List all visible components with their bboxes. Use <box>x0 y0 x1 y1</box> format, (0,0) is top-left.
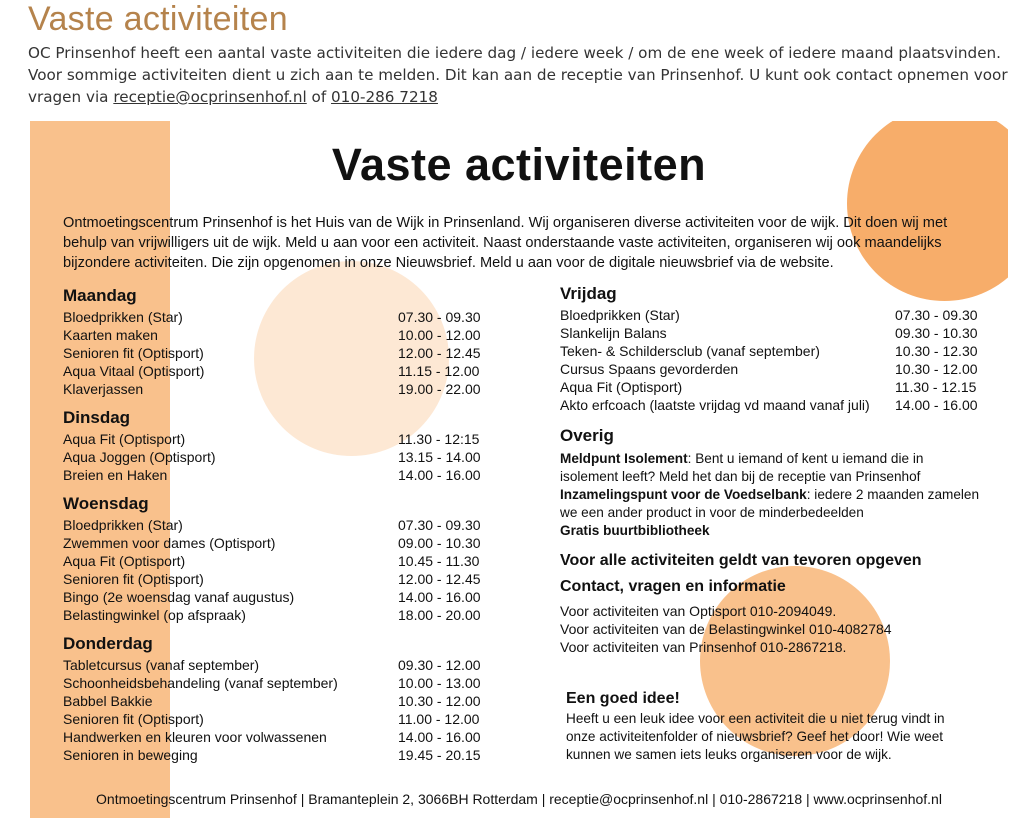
activity-time: 10.30 - 12.30 <box>895 343 978 359</box>
bibliotheek-label: Gratis buurtbibliotheek <box>560 523 710 538</box>
activity-time: 09.00 - 10.30 <box>398 535 481 551</box>
activity-row <box>63 326 483 344</box>
activity-row <box>63 362 483 380</box>
page-title: Vaste activiteiten <box>28 0 288 38</box>
activity-label: Aqua Fit (Optisport) <box>63 431 186 447</box>
activity-row <box>63 448 483 466</box>
activity-time: 19.00 - 22.00 <box>398 381 481 397</box>
activity-row <box>63 430 483 448</box>
activities-flyer-image <box>30 121 1008 818</box>
opgeven-notice: Voor alle activiteiten geldt van tevoren opgeven <box>560 552 922 569</box>
activity-label: Bloedprikken (Star) <box>63 309 183 325</box>
activity-label: Schoonheidsbehandeling (vanaf september) <box>63 675 338 691</box>
activity-row <box>63 516 483 534</box>
flyer-intro: Ontmoetingscentrum Prinsenhof is het Huis van de Wijk in Prinsenland. Wij organiseren diverse activiteiten voor de wijk. Dit doen wij met behulp van vrijwilligers uit de wijk. Meld u aan voor een activiteit. Naast onderstaande vaste activiteiten, organiseren wij ook maandelijks bijzondere activiteiten. Die zijn opgenomen in onze Nieuwsbrief. Meld u aan voor de digitale nieuwsbrief via de website. <box>63 215 948 271</box>
activity-row <box>63 344 483 362</box>
activity-label: Aqua Fit (Optisport) <box>560 379 683 395</box>
activity-row <box>63 710 483 728</box>
day-heading-woensdag: Woensdag <box>63 494 149 513</box>
activity-row <box>63 552 483 570</box>
activity-time: 11.15 - 12.00 <box>398 363 480 379</box>
activity-label: Akto erfcoach (laatste vrijdag vd maand vanaf juli) <box>560 397 870 413</box>
activity-row <box>63 570 483 588</box>
voedselbank-label: Inzamelingspunt voor de Voedselbank <box>560 487 807 502</box>
idea-section <box>566 690 976 764</box>
activity-row <box>63 534 483 552</box>
phone-link[interactable]: 010-286 7218 <box>331 88 438 106</box>
intro-text <box>28 42 1008 108</box>
activity-label: Zwemmen voor dames (Optisport) <box>63 535 276 551</box>
activity-row <box>63 380 483 398</box>
activity-time: 07.30 - 09.30 <box>398 309 481 325</box>
activity-time: 14.00 - 16.00 <box>398 729 481 745</box>
activity-time: 19.45 - 20.15 <box>398 747 481 763</box>
meldpunt-text: : Bent u iemand of kent u iemand die in isolement leeft? Meld het dan bij de receptie van Prinsenhof <box>560 451 924 484</box>
intro-line-1: OC Prinsenhof heeft een aantal vaste activiteiten die iedere dag / iedere week / om de ene week of iedere maand plaatsvinden. <box>28 44 1001 62</box>
activity-label: Klaverjassen <box>63 381 144 397</box>
activity-label: Handwerken en kleuren voor volwassenen <box>63 729 327 745</box>
activity-row <box>63 746 483 764</box>
activity-row <box>560 306 980 324</box>
activity-time: 11.30 - 12.15 <box>895 379 977 395</box>
activity-row <box>63 674 483 692</box>
activity-label: Cursus Spaans gevorderden <box>560 361 739 377</box>
activity-row <box>63 606 483 624</box>
activity-label: Kaarten maken <box>63 327 158 343</box>
day-heading-vrijdag: Vrijdag <box>560 284 617 303</box>
schedule-left-column <box>63 286 483 764</box>
activity-time: 14.00 - 16.00 <box>398 589 481 605</box>
activity-row <box>560 378 980 396</box>
idea-text: Heeft u een leuk idee voor een activiteit die u niet terug vindt in onze activiteitenfolder of nieuwsbrief? Geef het door! Wie weet kunnen we samen iets leuks organiseren voor de wijk. <box>566 711 945 762</box>
contact-line: Voor activiteiten van Optisport 010-2094049. <box>560 603 837 619</box>
activity-row <box>63 728 483 746</box>
idea-heading: Een goed idee! <box>566 690 680 707</box>
activity-row <box>560 342 980 360</box>
activity-time: 07.30 - 09.30 <box>895 307 978 323</box>
day-heading-maandag: Maandag <box>63 286 137 305</box>
activity-time: 10.30 - 12.00 <box>895 361 978 377</box>
activity-label: Senioren fit (Optisport) <box>63 711 204 727</box>
activity-row <box>63 466 483 484</box>
activity-label: Bingo (2e woensdag vanaf augustus) <box>63 589 295 605</box>
meldpunt-label: Meldpunt Isolement <box>560 451 688 466</box>
day-heading-donderdag: Donderdag <box>63 634 153 653</box>
intro-of: of <box>306 88 332 106</box>
activity-row <box>560 360 980 378</box>
activity-time: 14.00 - 16.00 <box>398 467 481 483</box>
activity-label: Breien en Haken <box>63 467 168 483</box>
flyer-footer: Ontmoetingscentrum Prinsenhof | Bramanteplein 2, 3066BH Rotterdam | receptie@ocprinsenhof.nl | 010-2867218 | www.ocprinsenhof.nl <box>96 791 942 807</box>
activity-time: 10.00 - 12.00 <box>398 327 481 343</box>
intro-line-2: Voor sommige activiteiten dient u zich aan te melden. Dit kan aan de receptie van Prinsenhof. U kunt ook contact opnemen voor vragen via <box>28 66 1008 106</box>
activity-row <box>63 588 483 606</box>
overig-text <box>560 450 980 540</box>
activity-time: 10.00 - 13.00 <box>398 675 481 691</box>
activity-label: Senioren fit (Optisport) <box>63 345 204 361</box>
activity-label: Tabletcursus (vanaf september) <box>63 657 260 673</box>
contact-line: Voor activiteiten van Prinsenhof 010-2867218. <box>560 639 847 655</box>
contact-heading: Contact, vragen en informatie <box>560 578 786 595</box>
activity-label: Slankelijn Balans <box>560 325 667 341</box>
activity-label: Aqua Fit (Optisport) <box>63 553 186 569</box>
activity-label: Bloedprikken (Star) <box>560 307 680 323</box>
activity-time: 11.30 - 12:15 <box>398 431 480 447</box>
day-heading-dinsdag: Dinsdag <box>63 408 131 427</box>
activity-time: 07.30 - 09.30 <box>398 517 481 533</box>
voedselbank-text: : iedere 2 maanden zamelen we een ander product in voor de minderbedeelden <box>560 487 980 520</box>
activity-label: Belastingwinkel (op afspraak) <box>63 607 246 623</box>
activity-time: 12.00 - 12.45 <box>398 571 481 587</box>
activity-label: Bloedprikken (Star) <box>63 517 183 533</box>
activity-time: 10.45 - 11.30 <box>398 553 480 569</box>
overig-heading: Overig <box>560 426 614 445</box>
activity-time: 13.15 - 14.00 <box>398 449 481 465</box>
activity-time: 12.00 - 12.45 <box>398 345 481 361</box>
activity-time: 10.30 - 12.00 <box>398 693 481 709</box>
activity-label: Aqua Joggen (Optisport) <box>63 449 216 465</box>
schedule-right-column <box>560 284 980 656</box>
activity-row <box>63 308 483 326</box>
activity-time: 14.00 - 16.00 <box>895 397 978 413</box>
activity-row <box>560 396 980 414</box>
contact-line: Voor activiteiten van de Belastingwinkel 010-4082784 <box>560 621 892 637</box>
activity-label: Aqua Vitaal (Optisport) <box>63 363 205 379</box>
activity-time: 09.30 - 12.00 <box>398 657 481 673</box>
activity-time: 18.00 - 20.00 <box>398 607 481 623</box>
activity-label: Senioren in beweging <box>63 747 198 763</box>
activity-label: Senioren fit (Optisport) <box>63 571 204 587</box>
activity-time: 09.30 - 10.30 <box>895 325 978 341</box>
flyer-title: Vaste activiteiten <box>331 139 707 190</box>
activity-time: 11.00 - 12.00 <box>398 711 480 727</box>
activity-label: Teken- & Schildersclub (vanaf september) <box>560 343 820 359</box>
activity-row <box>560 324 980 342</box>
email-link[interactable]: receptie@ocprinsenhof.nl <box>113 88 307 106</box>
activity-row <box>63 692 483 710</box>
activity-label: Babbel Bakkie <box>63 693 153 709</box>
activity-row <box>63 656 483 674</box>
